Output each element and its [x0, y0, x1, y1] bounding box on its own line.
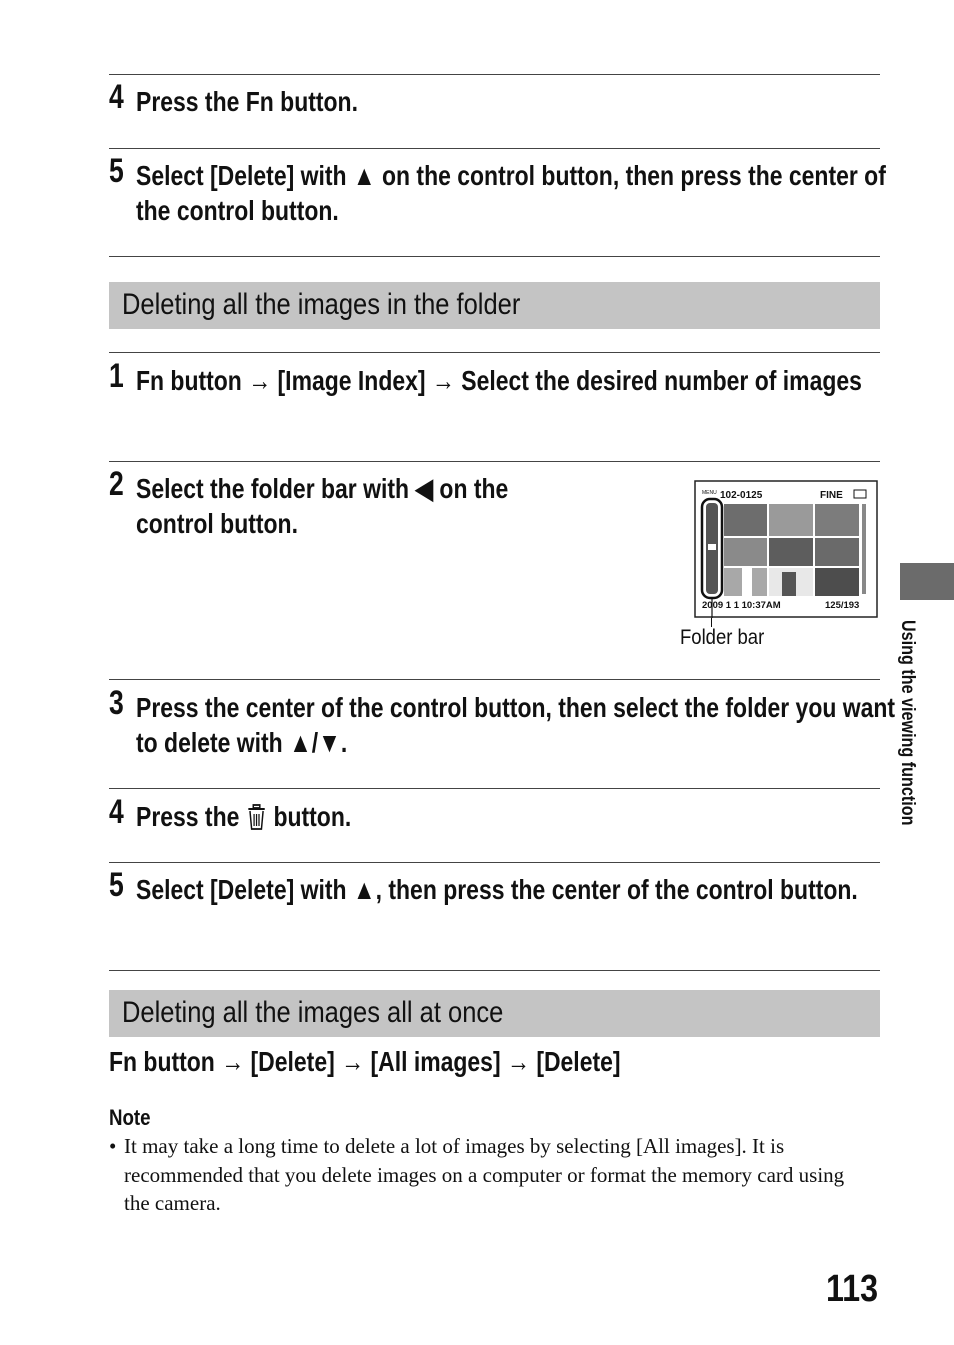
folder-code: 102-0125 [720, 490, 763, 501]
step-text: Fn button → [Image Index] → Select the desired number of images [136, 365, 862, 396]
note-body [109, 1132, 869, 1218]
step-number: 3 [109, 684, 124, 722]
section-header-folder [109, 282, 880, 329]
page-number: 113 [826, 1268, 879, 1310]
divider [109, 74, 880, 75]
trash-icon [246, 803, 267, 831]
step-number: 4 [109, 78, 124, 116]
step-number: 5 [109, 152, 124, 190]
step-text: Press the center of the control button, then select the folder you want to delete with ▲/▼. [136, 692, 896, 758]
chapter-tab [900, 563, 954, 600]
step-number: 5 [109, 866, 124, 904]
section-header-all [109, 990, 880, 1037]
note-heading: Note [109, 1105, 151, 1130]
divider [109, 679, 880, 680]
svg-text:MENU: MENU [702, 490, 717, 496]
step-text-after: button. [273, 801, 352, 832]
divider [109, 461, 880, 462]
folder-bar-caption: Folder bar [680, 626, 765, 649]
quality-label: FINE [820, 490, 843, 501]
divider [109, 256, 880, 257]
step-text: Press the Fn button. [136, 86, 358, 117]
step-text: Select the folder bar with ◀ on the control button. [136, 473, 509, 539]
step-number: 2 [109, 465, 124, 503]
date-label: 2009 1 1 10:37AM [702, 600, 781, 611]
divider [109, 148, 880, 149]
divider [109, 862, 880, 863]
section-title: Deleting all the images all at once [122, 996, 504, 1029]
divider [109, 352, 880, 353]
step-text [136, 799, 896, 834]
step-number: 1 [109, 357, 124, 395]
divider [109, 970, 880, 971]
thumbnail-grid [724, 504, 859, 596]
step-text: Select [Delete] with ▲ on the control button, then press the center of the control button. [136, 160, 886, 226]
section-title: Deleting all the images in the folder [122, 288, 521, 321]
chapter-label: Using the viewing function [897, 620, 918, 826]
step-text: Select [Delete] with ▲, then press the center of the control button. [136, 874, 858, 905]
count-label: 125/193 [825, 600, 860, 611]
bullet: • [109, 1134, 117, 1158]
note-text: It may take a long time to delete a lot of images by selecting [All images]. It is recommended that you delete images on a computer or format the memory card using the camera. [124, 1134, 845, 1215]
step-text-before: Press the [136, 801, 240, 832]
camera-index-screen [694, 480, 878, 618]
divider [109, 788, 880, 789]
step-number: 4 [109, 793, 124, 831]
fn-path-instruction: Fn button → [Delete] → [All images] → [Delete] [109, 1046, 621, 1077]
